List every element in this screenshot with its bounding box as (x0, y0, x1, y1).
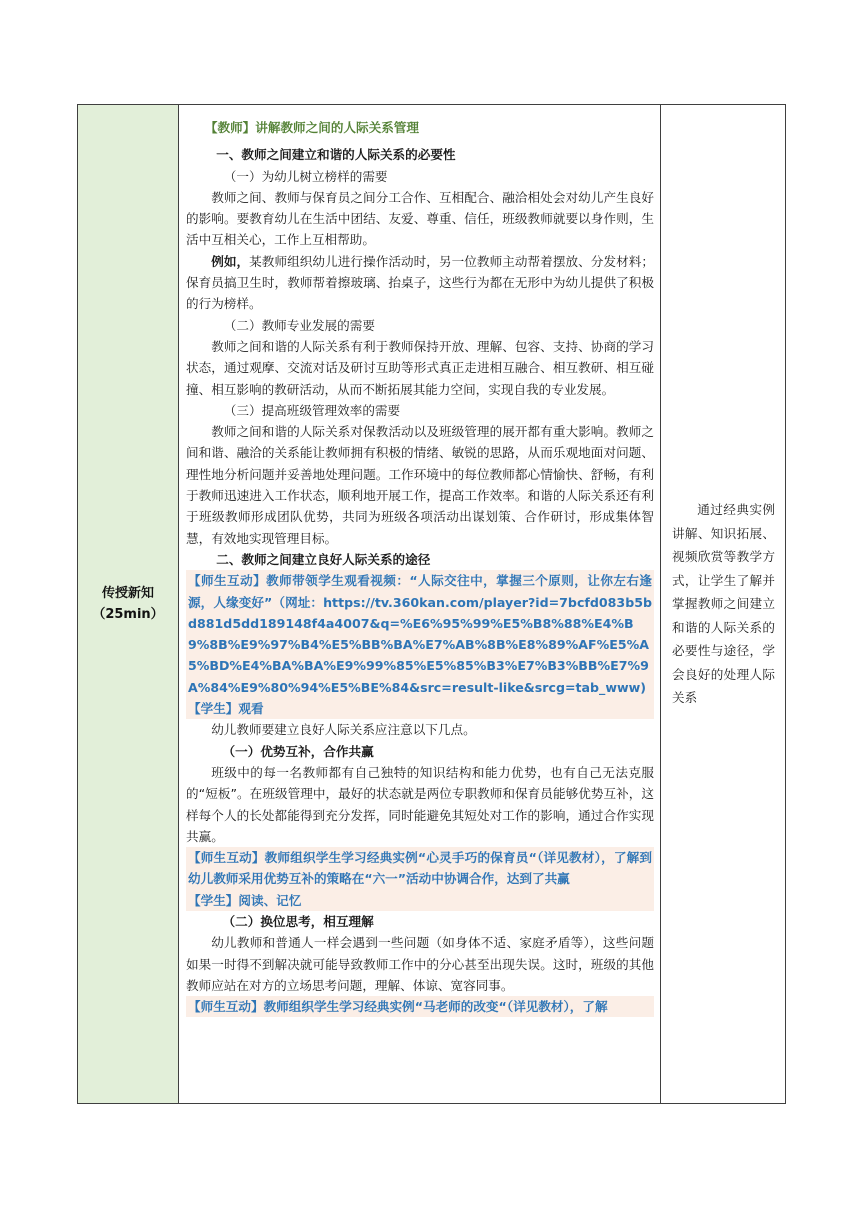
teacher-text: 讲解教师之间的人际关系管理 (255, 120, 419, 135)
way1-title: （一）优势互补，合作共赢 (222, 743, 374, 759)
sub1-title: （一）为幼儿树立榜样的需要 (223, 168, 388, 184)
example-text: 某教师组织幼儿进行操作活动时，另一位教师主动帮着摆放、分发材料；保育员搞卫生时，教师帮着擦玻璃、抬桌子，这些行为都在无形中为幼儿提供了积极的行为榜样。 (186, 253, 655, 312)
sub2-title: （二）教师专业发展的需要 (223, 317, 375, 333)
sub3-title: （三）提高班级管理效率的需要 (223, 402, 401, 418)
section1-title: 一、教师之间建立和谐的人际关系的必要性 (216, 147, 456, 163)
way1-paragraph: 班级中的每一名教师都有自己独特的知识结构和能力优势，也有自己无法克服的“短板”。在班级管理中，最好的状态就是两位专职教师和保育员能够优势互补，这样每个人的长处都能得到充分发挥，同时能避免其短处对工作的影响，通过合作实现共赢。 (186, 764, 654, 844)
table-row (78, 105, 786, 1104)
way2-paragraph: 幼儿教师和普通人一样会遇到一些问题（如身体不适、家庭矛盾等），这些问题如果一时得不到解决就可能导致教师工作中的分心甚至出现失误。这时，班级的其他教师应站在对方的立场思考问题，理解、体谅、宽容同事。 (186, 935, 654, 993)
section2-title: 二、教师之间建立良好人际关系的途径 (216, 551, 431, 567)
sub3-paragraph: 教师之间和谐的人际关系对保教活动以及班级管理的展开都有重大影响。教师之间和谐、融洽的关系能让教师拥有积极的情绪、敏锐的思路，从而乐观地面对问题、理性地分析问题并妥善地处理问题。工作环境中的每位教师都心情愉快、舒畅，有利于教师迅速进入工作状态，顺利地开展工作，提高工作效率。和谐的人际关系还有利于班级教师形成团队优势，共同为班级各项活动出谋划策、合作研讨，形成集体智慧，有效地实现管理目标。 (186, 424, 654, 546)
sub1-paragraph: 教师之间、教师与保育员之间分工合作、互相配合、融洽相处会对幼儿产生良好的影响。要教育幼儿在生活中团结、友爱、尊重、信任，班级教师就要以身作则，生活中互相关心，工作上互相帮助。 (186, 189, 654, 248)
intro-paragraph: 幼儿教师要建立良好人际关系应注意以下几点。 (211, 722, 476, 738)
lesson-plan-table (77, 104, 786, 1104)
student-read: 【学生】阅读、记忆 (186, 890, 654, 911)
student-watch: 【学生】观看 (186, 698, 654, 719)
example-lead: 例如， (211, 253, 250, 269)
teacher-tag: 【教师】 (204, 120, 256, 135)
design-intent (661, 498, 785, 710)
interaction-case2: 【师生互动】教师组织学生学习经典实例“马老师的改变“（详见教材），了解 (186, 996, 654, 1017)
sub1-example (186, 251, 654, 315)
design-intent-text: 通过经典实例讲解、知识拓展、视频欣赏等教学方式，让学生了解并掌握教师之间建立和谐的人际关系的必要性与途径，学会良好的处理人际关系 (672, 502, 775, 706)
stage-name: 传授新知 (101, 586, 154, 601)
interaction-case1: 【师生互动】教师组织学生学习经典实例“心灵手巧的保育员“（详见教材），了解到幼儿教师采用优势互补的策略在“六一”活动中协调合作，达到了共赢 (186, 847, 654, 890)
way2-title: （二）换位思考，相互理解 (222, 913, 374, 929)
stage-duration: （25min） (92, 607, 164, 622)
stage-label-cell (78, 105, 179, 1104)
design-intent-cell (661, 105, 786, 1104)
stage-label (78, 583, 178, 625)
interaction-video: 【师生互动】教师带领学生观看视频：“人际交往中，掌握三个原则，让你左右逢源，人缘变好”（网址：https://tv.360kan.com/player?id=7bcfd083b5bd881d5dd189148f4a4007&q=%E6%95%99%E5%B8%88%E4%B9%8B%E9%97%B4%E5%BB%BA%E7%AB%8B%E8%89%AF%E5%A5%BD%E4%BA%BA%E9%99%85%E5%85%B3%E7%B3%BB%E7%9A%84%E9%80%94%E5%BE%84&src=result-like&srcg=tab_www) (186, 570, 654, 698)
teaching-content-cell (179, 105, 661, 1104)
teaching-content (179, 105, 660, 1017)
sub2-paragraph: 教师之间和谐的人际关系有利于教师保持开放、理解、包容、支持、协商的学习状态，通过观摩、交流对话及研讨互助等形式真正走进相互融合、相互教研、相互碰撞、相互影响的教研活动，从而不断拓展其能力空间，实现自我的专业发展。 (186, 338, 654, 397)
teacher-line (186, 117, 654, 138)
